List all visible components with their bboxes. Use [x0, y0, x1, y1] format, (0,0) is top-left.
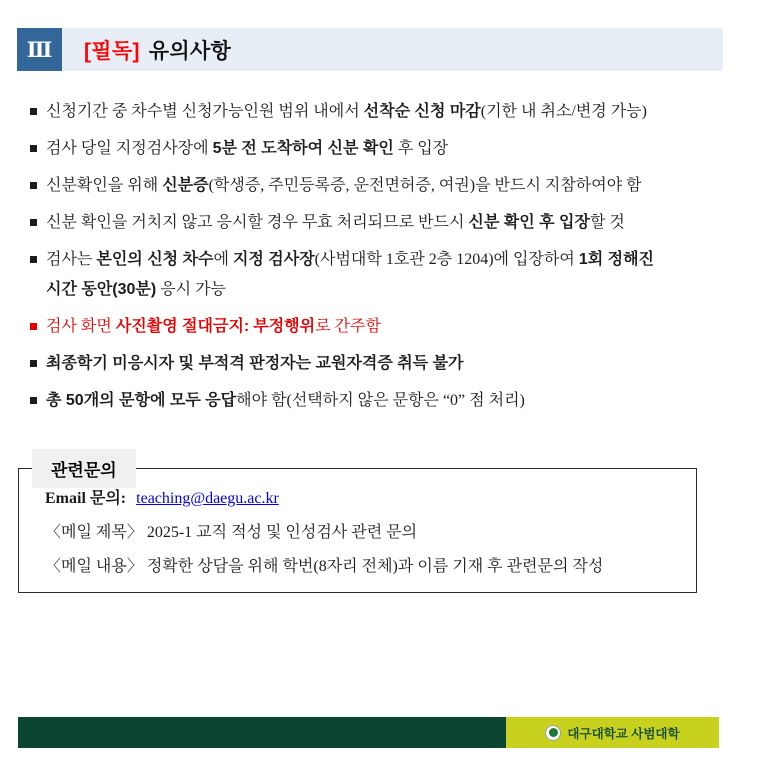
- notice-item: [30, 100, 752, 123]
- bullet-square-icon: [30, 145, 37, 152]
- notice-text: 검사는 본인의 신청 차수에 지정 검사장(사범대학 1호관 2층 1204)에 입장하여 1회 정해진 시간 동안(30분) 응시 가능: [46, 251, 654, 298]
- bullet-square-icon: [30, 182, 37, 189]
- footer-logo-area: [506, 717, 719, 748]
- bullet-square-icon: [30, 323, 37, 330]
- notice-list: [30, 100, 752, 426]
- bullet-square-icon: [30, 360, 37, 367]
- page-title: [62, 35, 231, 65]
- section-number-box: [17, 28, 62, 71]
- university-name: 대구대학교 사범대학: [567, 726, 680, 741]
- notice-text: 검사 당일 지정검사장에 5분 전 도착하여 신분 확인 후 입장: [46, 140, 449, 157]
- email-label: Email 문의:: [45, 490, 127, 507]
- notice-item: [30, 211, 752, 234]
- inquiry-line: 〈메일 내용〉 정확한 상담을 위해 학번(8자리 전체)과 이름 기재 후 관련문의 작성: [45, 558, 604, 575]
- notice-text: 검사 화면 사진촬영 절대금지: 부정행위로 간주함: [46, 318, 381, 335]
- email-link[interactable]: teaching@daegu.ac.kr: [136, 490, 279, 507]
- title-text: 유의사항: [148, 39, 232, 63]
- notice-text: 신분확인을 위해 신분증(학생증, 주민등록증, 운전면허증, 여권)을 반드시 지참하여야 함: [46, 177, 642, 194]
- email-line: [45, 488, 686, 509]
- bullet-square-icon: [30, 108, 37, 115]
- bullet-square-icon: [30, 219, 37, 226]
- notice-text: 총 50개의 문항에 모두 응답해야 함(선택하지 않은 문항은 “0” 점 처리): [46, 392, 525, 409]
- bullet-square-icon: [30, 397, 37, 404]
- notice-item: [30, 137, 752, 160]
- notice-text: 최종학기 미응시자 및 부적격 판정자는 교원자격증 취득 불가: [46, 355, 464, 372]
- section-number: Ⅲ: [26, 37, 53, 62]
- notice-item: [30, 248, 752, 301]
- inquiry-line: 〈메일 제목〉 2025-1 교직 적성 및 인성검사 관련 문의: [45, 524, 418, 541]
- notice-item: [30, 352, 752, 375]
- emblem-core: [549, 728, 558, 737]
- notice-text: 신청기간 중 차수별 신청가능인원 범위 내에서 선착순 신청 마감(기한 내 취소/변경 가능): [46, 103, 647, 120]
- notice-item: [30, 315, 752, 338]
- footer-bar: [18, 717, 719, 748]
- footer-green-band: [18, 717, 506, 748]
- inquiry-box-label: 관련문의: [32, 449, 136, 488]
- bullet-square-icon: [30, 256, 37, 263]
- title-required-tag: [필독]: [84, 39, 140, 63]
- inquiry-box: [18, 461, 697, 593]
- inquiry-lines: [45, 522, 686, 577]
- notice-item: [30, 389, 752, 412]
- university-emblem-icon: [545, 725, 561, 741]
- section-header: [17, 28, 723, 71]
- notice-item: [30, 174, 752, 197]
- notice-text: 신분 확인을 거치지 않고 응시할 경우 무효 처리되므로 반드시 신분 확인 후 입장할 것: [46, 214, 625, 231]
